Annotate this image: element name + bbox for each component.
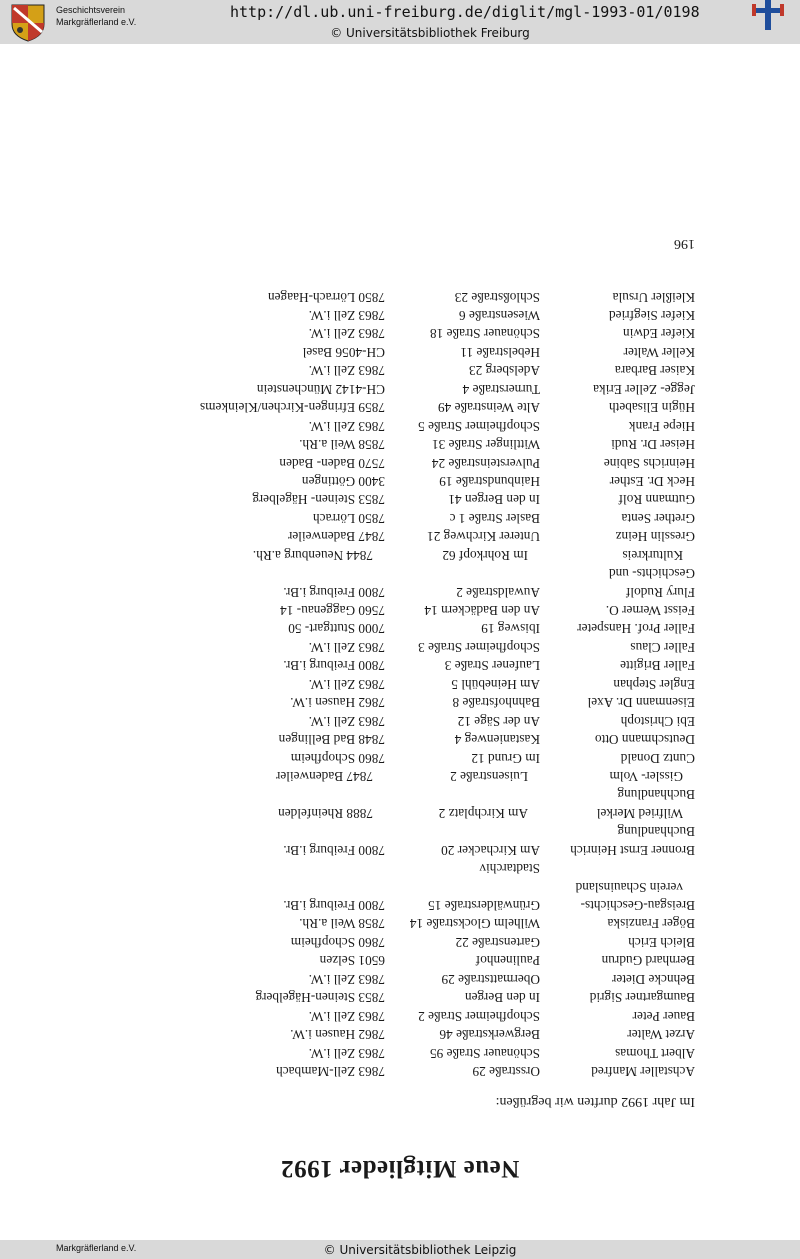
member-street: Bergwerkstraße 46 [439,1027,540,1043]
member-name: Keller Walter [623,344,695,360]
member-name: Buchhandlung [617,824,695,840]
member-row [105,379,695,397]
member-city: 7860 Schopfheim [290,750,385,766]
member-city: 7853 Steinen-Hägelberg [255,990,385,1006]
member-row [105,453,695,471]
member-name: Heinrichs Sabine [603,455,695,471]
member-row [105,988,695,1006]
member-name: Feisst Werner O. [605,603,695,619]
member-row [105,435,695,453]
member-name: Gutmann Rolf [618,492,695,508]
member-name: Engler Stephan [613,676,695,692]
member-street: Schönauer Straße 95 [429,1045,540,1061]
member-name: Hiepe Frank [628,418,695,434]
member-city: 7000 Stuttgart- 50 [288,621,385,637]
member-street: An den Badäckern 14 [424,603,540,619]
member-street: Turnerstraße 4 [462,381,540,397]
scanned-page [0,44,800,1240]
member-street: Basler Straße 1 c [449,510,540,526]
page-number: 196 [674,236,695,252]
member-name: Heck Dr. Esther [609,474,695,489]
member-city [105,822,385,840]
member-street: Obermattstraße 29 [441,971,540,987]
member-city: 7862 Hausen i.W. [290,695,385,711]
member-row [105,656,695,674]
member-street: Am Heinebühl 5 [451,676,540,692]
member-street: Stadtarchiv [479,861,540,877]
member-name: Ebi Christoph [620,713,695,729]
copyright-text: © Universitätsbibliothek Freiburg [330,26,530,40]
member-street: In den Bergen [464,990,540,1006]
member-street: Schopfheimer Straße 3 [418,639,540,655]
member-list [105,287,695,1080]
member-street [385,785,540,803]
member-name: Flury Rudolf [625,584,695,600]
member-street: Grünwälderstraße 15 [428,898,540,914]
permalink-url[interactable]: http://dl.ub.uni-freiburg.de/diglit/mgl-1993-01/0198 [230,3,700,21]
member-row [105,287,695,305]
member-street: Wilhelm Glockstraße 14 [409,916,540,932]
member-row [105,803,695,821]
member-name: Kleißler Ursula [612,289,695,305]
member-name: Wilfried Merkel [596,805,683,821]
member-name: Kulturkreis [622,547,683,563]
member-row [105,564,695,582]
brand-line-2: Markgräflerland e.V. [56,17,137,27]
member-name: Heiser Dr. Rudi [611,437,695,453]
member-name: Grether Senta [621,510,695,526]
member-city: 7848 Bad Bellingen [278,732,385,748]
member-name: Bernhard Gudrun [601,953,695,969]
page-title: Neue Mitglieder 1992 [280,1155,520,1182]
member-name: Hügin Elisabeth [608,400,695,416]
member-city: 7853 Steinen- Hägelberg [252,492,385,508]
member-street: Schopfheimer Straße 5 [418,418,540,434]
member-street: Schönauer Straße 18 [429,326,540,342]
geschichtsverein-brand [56,4,166,28]
member-row [105,582,695,600]
member-row [105,619,695,637]
member-city: CH-4056 Basel [302,344,385,360]
member-street: Schopfheimer Straße 2 [418,1008,540,1024]
member-name: Albert Thomas [615,1045,695,1061]
member-name: Deutschmann Otto [594,732,695,748]
member-city: 7888 Rheinfelden [278,805,373,821]
member-name: Faller Prof. Hanspeter [577,621,695,637]
member-row [105,545,695,563]
member-row [105,730,695,748]
member-street: In den Bergen 41 [448,492,540,508]
repository-header-bar [0,0,800,44]
member-city: 7860 Schopfheim [290,934,385,950]
member-city: 7862 Hausen i.W. [290,1027,385,1043]
university-library-logo-icon [748,0,788,40]
member-row [105,896,695,914]
member-street: Im Rohrkopf 62 [442,547,528,563]
member-city: 7850 Lörrach-Haagen [267,289,385,305]
member-city: 7863 Zell i.W. [308,326,385,342]
member-name: Bauer Peter [632,1008,695,1024]
geschichtsverein-coat-of-arms-icon [8,2,48,42]
member-name: Achstaller Manfred [591,1064,695,1079]
member-row [105,527,695,545]
member-city: 7570 Baden- Baden [279,455,385,471]
member-name: Buchhandlung [617,787,695,803]
member-city: 7858 Weil a.Rh. [299,437,385,453]
member-city [105,564,385,582]
member-city [105,785,385,803]
member-row [105,508,695,526]
member-city: 7863 Zell i.W. [308,308,385,324]
member-name: Kiefer Siegfried [608,308,695,324]
member-name: Breisgau-Geschichts- [580,898,695,914]
member-row [105,1006,695,1024]
member-city: 7863 Zell i.W. [308,1008,385,1024]
member-name [540,859,695,877]
member-street: Alte Weinstraße 49 [437,400,540,416]
member-street [385,564,540,582]
member-street [373,877,528,895]
member-row [105,711,695,729]
member-row [105,748,695,766]
member-row [105,324,695,342]
member-city: 7859 Efringen-Kirchen/Kleinkems [200,400,385,416]
member-street: Paulinenhof [475,953,540,969]
member-name: Eisenmann Dr. Axel [587,695,695,711]
member-name: Gissler- Volm [609,769,683,784]
member-row [105,877,695,895]
member-street: Unterer Kirchweg 21 [427,529,540,545]
member-row [105,343,695,361]
member-street: Kastanienweg 4 [454,732,540,748]
member-city: 7863 Zell i.W. [308,639,385,655]
member-name: Bronner Ernst Heinrich [570,842,695,858]
member-name: Baumgartner Sigrid [589,990,695,1006]
member-city: 7863 Zell i.W. [308,676,385,692]
member-city: 7844 Neuenburg a.Rh. [252,547,373,563]
member-row [105,914,695,932]
member-name: Jegge- Zeller Erika [593,381,695,397]
member-street: Wittlinger Straße 31 [431,437,540,453]
member-city: 7847 Badenweiler [287,529,385,545]
member-city: 7850 Lörrach [313,510,385,526]
member-row [105,767,695,785]
footer-copyright-text: © Universitätsbibliothek Leipzig [323,1243,517,1257]
member-city: 7800 Freiburg i.Br. [283,898,385,914]
member-city: 7800 Freiburg i.Br. [283,584,385,600]
member-city: 7863 Zell i.W. [308,1045,385,1061]
member-row [105,859,695,877]
member-city: 7863 Zell i.W. [308,418,385,434]
member-row [105,1062,695,1080]
member-street: Schloßstraße 23 [454,289,540,305]
member-name: Faller Brigitte [620,658,695,674]
member-row [105,785,695,803]
member-street: Orsstraße 29 [472,1064,540,1079]
member-street: Im Grund 12 [471,750,540,766]
member-row [105,822,695,840]
member-name: Kaiser Barbara [614,363,695,379]
member-street: An der Säge 12 [457,713,540,729]
member-street [385,822,540,840]
member-city: 3400 Göttingen [301,474,385,489]
member-name: Kiefer Edwin [623,326,695,342]
member-city: 7800 Freiburg i.Br. [283,658,385,674]
member-name: Faller Claus [630,639,695,655]
member-row [105,674,695,692]
member-name: Bleich Erich [628,934,695,950]
member-street: Pulversteinstraße 24 [431,455,540,471]
member-city: 7560 Gaggenau- 14 [280,603,385,619]
member-street: Auwaldstraße 2 [456,584,540,600]
member-street: Hebelstraße 11 [460,344,540,360]
member-city: 7863 Zell-Mambach [276,1064,385,1079]
member-street: Gartenstraße 22 [455,934,540,950]
member-city [105,877,373,895]
member-row [105,472,695,490]
member-row [105,933,695,951]
member-name: Gresslin Heinz [615,529,695,545]
member-name: Arzet Walter [627,1027,695,1043]
member-row [105,601,695,619]
member-street: Adelsberg 23 [468,363,540,379]
member-city [105,859,385,877]
member-row [105,693,695,711]
member-street: Luisenstraße 2 [450,769,528,784]
member-city: 7863 Zell i.W. [308,363,385,379]
member-row [105,416,695,434]
member-row [105,398,695,416]
member-row [105,969,695,987]
member-street: Hainbundstraße 19 [439,474,540,489]
member-name: Behncke Dieter [611,971,695,987]
member-row [105,638,695,656]
member-city: 7863 Zell i.W. [308,713,385,729]
member-street: Wiesenstraße 6 [458,308,540,324]
member-street: Laufener Straße 3 [444,658,540,674]
brand-line-1: Geschichtsverein [56,5,126,15]
member-city: 6501 Selzen [319,953,385,969]
member-street: Bahnhofstraße 8 [452,695,540,711]
member-name: Böger Franziska [607,916,695,932]
member-row [105,1043,695,1061]
member-row [105,490,695,508]
member-row [105,840,695,858]
member-city: CH-4142 Münchenstein [256,381,385,397]
member-city: 7800 Freiburg i.Br. [283,842,385,858]
footer-brand: Markgräflerland e.V. [56,1243,137,1253]
member-row [105,306,695,324]
member-street: Am Kirchacker 20 [441,842,540,858]
member-city: 7858 Weil a.Rh. [299,916,385,932]
intro-text: Im Jahr 1992 durften wir begrüßen: [495,1094,695,1109]
member-row [105,951,695,969]
member-row [105,361,695,379]
member-row [105,1025,695,1043]
member-name: Geschichts- und [608,566,695,582]
member-city: 7863 Zell i.W. [308,971,385,987]
member-street: Am Kirchplatz 2 [438,805,528,821]
repository-footer-bar [0,1240,800,1259]
member-name: verein Schauinsland [575,879,683,895]
member-street: Ibisweg 19 [481,621,540,637]
member-name: Cuntz Donald [620,750,695,766]
page-content [105,235,695,1182]
member-city: 7847 Badenweiler [275,769,373,784]
